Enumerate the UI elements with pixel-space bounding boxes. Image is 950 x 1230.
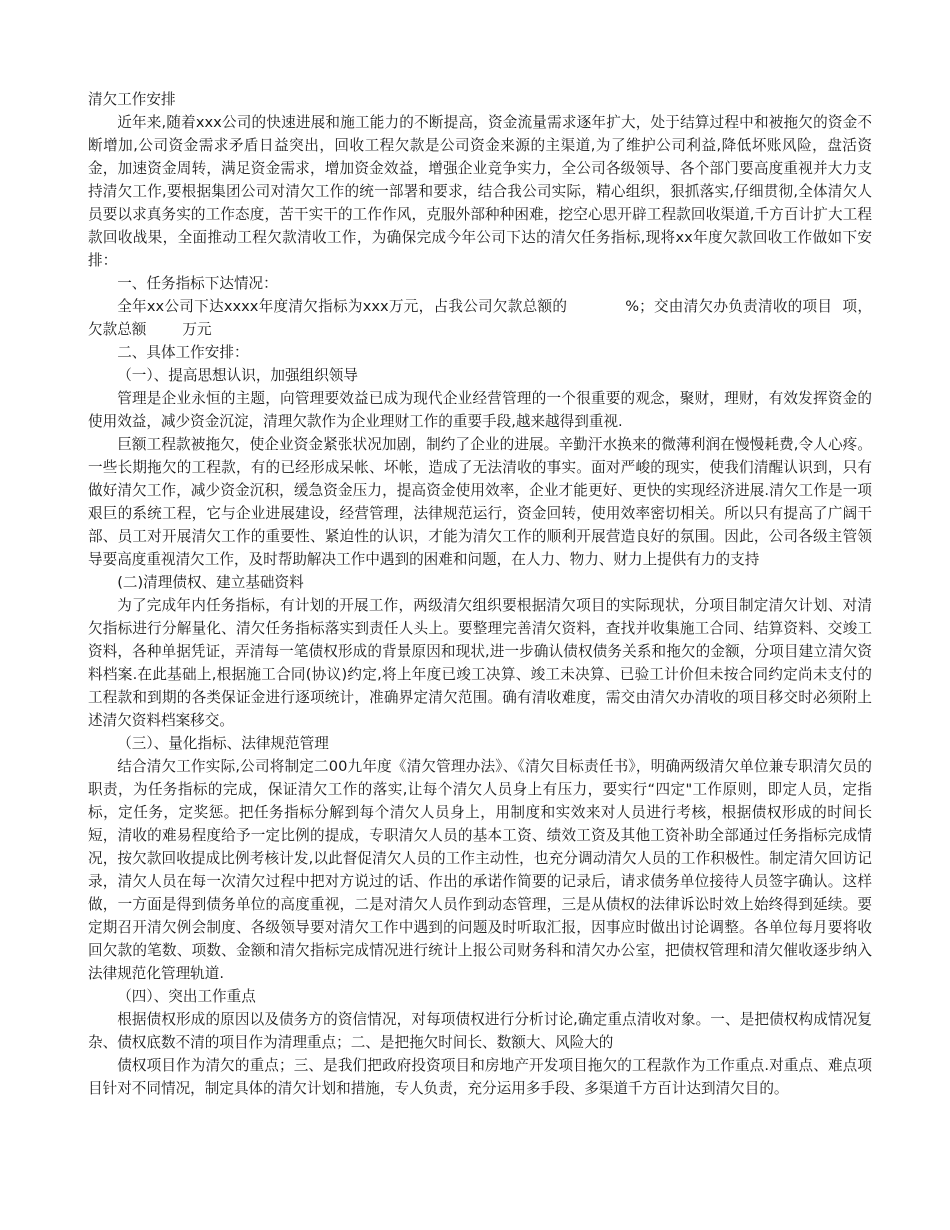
document-page	[88, 88, 872, 1100]
document-title: 清欠工作安排	[88, 91, 176, 108]
section-1-text-b: %；交由清欠办负责清收的项目	[625, 298, 833, 315]
intro-paragraph: 近年来,随着xxx公司的快速进展和施工能力的不断提高，资金流量需求逐年扩大，处于结算过程中和被拖欠的资金不断增加,公司资金需求矛盾日益突出，回收工程欠款是公司资金来源的主渠道,为了维护公司利益,降低坏账风险，盘活资金，加速资金周转，满足资金需求，增加资金效益，增强企业竞争实力，全公司各级领导、各个部门要高度重视并大力支持清欠工作,要根据集团公司对清欠工作的统一部署和要求，结合我公司实际，精心组织，狠抓落实,仔细贯彻,全体清欠人员要以求真务实的工作态度，苦干实干的工作作风，克服外部种种困难，挖空心思开辟工程款回收渠道,千方百计扩大工程款回收战果，全面推动工程欠款清收工作，为确保完成今年公司下达的清欠任务指标,现将xx年度欠款回收工作做如下安排：	[88, 114, 872, 269]
sub-3-heading: （三）、量化指标、法律规范管理	[117, 735, 329, 752]
sub-4-paragraph-1: 根据债权形成的原因以及债务方的资信情况，对每项债权进行分析讨论,确定重点清收对象。一、是把债权构成情况复杂、债权底数不清的项目作为清理重点；二、是把拖欠时间长、数额大、风险大的	[88, 1011, 872, 1051]
section-1-text-a: 全年xx公司下达xxxx年度清欠指标为xxx万元，占我公司欠款总额的	[117, 298, 568, 315]
sub-1-paragraph-1: 管理是企业永恒的主题，向管理要效益已成为现代企业经营管理的一个很重要的观念，聚财，理财，有效发挥资金的使用效益，减少资金沉淀，清理欠款作为企业理财工作的重要手段,越来越得到重视.	[88, 390, 872, 430]
sub-2-paragraph-1: 为了完成年内任务指标，有计划的开展工作，两级清欠组织要根据清欠项目的实际现状，分项目制定清欠计划、对清欠指标进行分解量化、清欠任务指标落实到责任人头上。要整理完善清欠资料，查找并收集施工合同、结算资料、交竣工资料，各种单据凭证，弄清每一笔债权形成的背景原因和现状,进一步确认债权债务关系和拖欠的金额，分项目建立清欠资料档案.在此基础上,根据施工合同(协议)约定,将上年度已竣工决算、竣工未决算、已验工计价但未按合同约定尚未支付的工程款和到期的各类保证金进行逐项统计，准确界定清欠范围。确有清收难度，需交由清欠办清收的项目移交时必须附上述清欠资料档案移交。	[88, 597, 872, 729]
section-1-paragraph	[88, 295, 872, 341]
sub-4-heading: （四）、突出工作重点	[117, 988, 256, 1005]
sub-1-paragraph-2: 巨额工程款被拖欠，使企业资金紧张状况加剧，制约了企业的进展。辛勤汗水换来的微薄利润在慢慢耗费,令人心疼。一些长期拖欠的工程款，有的已经形成呆帐、坏帐，造成了无法清收的事实。面对严峻的现实，使我们清醒认识到，只有做好清欠工作，减少资金沉积，缓急资金压力，提高资金使用效率，企业才能更好、更快的实现经济进展.清欠工作是一项艰巨的系统工程，它与企业进展建设，经营管理，法律规范运行，资金回转，使用效率密切相关。所以只有提高了广阔干部、员工对开展清欠工作的重要性、紧迫性的认识，才能为清欠工作的顺利开展营造良好的氛围。因此，公司各级主管领导要高度重视清欠工作，及时帮助解决工作中遇到的困难和问题，在人力、物力、财力上提供有力的支持	[88, 436, 872, 568]
sub-1-heading: （一）、提高思想认识，加强组织领导	[117, 367, 358, 384]
section-1-text-d: 万元	[182, 321, 212, 338]
section-1-text-c: 项，欠款总额	[88, 298, 872, 338]
sub-4-paragraph-2: 债权项目作为清欠的重点；三、是我们把政府投资项目和房地产开发项目拖欠的工程款作为工作重点.对重点、难点项目针对不同情况，制定具体的清欠计划和措施，专人负责，充分运用多手段、多渠道千方百计达到清欠目的。	[88, 1057, 872, 1097]
sub-3-paragraph-1: 结合清欠工作实际,公司将制定二00九年度《清欠管理办法》、《清欠目标责任书》，明确两级清欠单位兼专职清欠员的职责，为任务指标的完成，保证清欠工作的落实,让每个清欠人员身上有压力，要实行“四定"工作原则，即定人员，定指标，定任务，定奖惩。把任务指标分解到每个清欠人员身上，用制度和实效来对人员进行考核，根据债权形成的时间长短，清收的难易程度给予一定比例的提成，专职清欠人员的基本工资、绩效工资及其他工资补助全部通过任务指标完成情况，按欠款回收提成比例考核计发,以此督促清欠人员的工作主动性，也充分调动清欠人员的工作积极性。制定清欠回访记录，清欠人员在每一次清欠过程中把对方说过的话、作出的承诺作简要的记录后，请求债务单位接待人员签字确认。这样做，一方面是得到债务单位的高度重视，二是对清欠人员作到动态管理，三是从债权的法律诉讼时效上始终得到延续。要定期召开清欠例会制度、各级领导要对清欠工作中遇到的问题及时听取汇报，因事应时做出讨论调整。各单位每月要将收回欠款的笔数、项数、金额和清欠指标完成情况进行统计上报公司财务科和清欠办公室，把债权管理和清欠催收逐步纳入法律规范化管理轨道.	[88, 758, 872, 982]
section-1-heading: 一、任务指标下达情况：	[117, 275, 278, 292]
sub-2-heading: (二)清理债权、建立基础资料	[117, 574, 304, 591]
section-2-heading: 二、具体工作安排：	[117, 344, 249, 361]
